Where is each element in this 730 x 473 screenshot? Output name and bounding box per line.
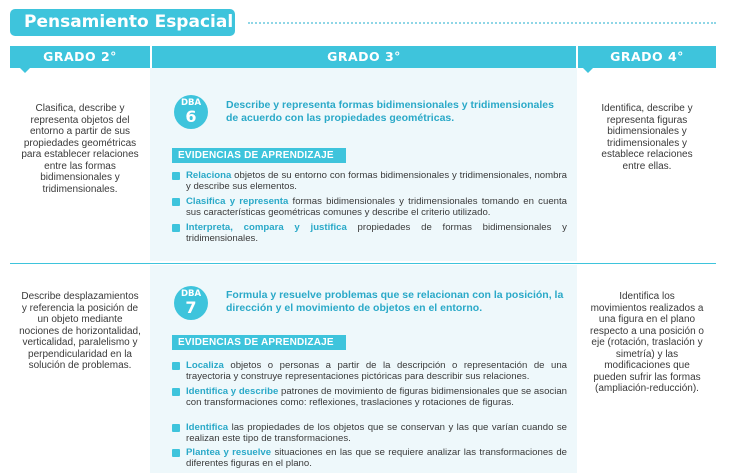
evidence-text: objetos o personas a partir de la descripción o representación de una trayectoria y construye representaciones pictóricas para describir sus relaciones. [186,360,567,383]
grade-4-text-row-1: Identifica, describe y representa figuras bidimensionales y tridimensionales y establece relaciones entre ellas. [601,103,693,172]
header-grade-4: GRADO 4° [578,46,716,68]
evidence-keyword: Identifica y describe [186,386,279,397]
evidence-text: las propiedades de los objetos que se conservan y las que varían cuando se realizan este tipo de transformaciones. [186,422,567,445]
bullet-square-icon [172,362,180,370]
row-separator [10,263,716,264]
dba-7-badge [174,286,208,320]
evidence-header-row-1: EVIDENCIAS DE APRENDIZAJE [172,148,346,163]
bullet-square-icon [172,449,180,457]
dotted-divider [248,22,716,24]
header-grade-2: GRADO 2° [10,46,150,68]
bullet-square-icon [172,224,180,232]
evidence-text: objetos de su entorno con formas bidimensionales y tridimensionales, nombra y describe sus elementos. [186,170,567,193]
evidence-text: patrones de movimiento de figuras bidimensionales que se asocian con transformaciones como: reflexiones, traslaciones y rotaciones de figuras. [186,386,568,409]
header-grade-3: GRADO 3° [152,46,576,68]
evidence-keyword: Localiza [186,360,224,371]
dba-6-statement: Describe y representa formas bidimensionales y tridimensionales de acuerdo con las propiedades geométricas. [226,99,554,124]
grade-2-text-row-2: Describe desplazamientos y referencia la posición de un objeto mediante nociones de horizontalidad, verticalidad, paralelismo y perpendicularidad en la solución de problemas. [19,291,141,371]
evidence-keyword: Relaciona [186,170,232,181]
header-notch-right [583,68,593,73]
evidence-item [186,196,567,219]
evidence-keyword: Interpreta, compara y justifica [186,222,347,233]
dba-label: DBA [180,98,202,108]
bullet-square-icon [172,198,180,206]
header-notch-left [20,68,30,73]
evidence-keyword: Identifica [186,422,229,433]
evidence-item [186,447,567,470]
evidence-header-row-2: EVIDENCIAS DE APRENDIZAJE [172,335,346,350]
bullet-square-icon [172,424,180,432]
evidence-text: formas bidimensionales y tridimensionales tomando en cuenta sus características geométricas comunes y describe el criterio utilizado. [186,196,567,219]
evidence-item [186,222,567,245]
bullet-square-icon [172,388,180,396]
evidence-item [186,386,567,409]
bullet-square-icon [172,172,180,180]
evidence-item [186,422,567,445]
evidence-item [186,360,567,383]
dba-6-badge [174,95,208,129]
dba-label: DBA [180,289,202,299]
dba-number: 6 [185,107,197,126]
section-title: Pensamiento Espacial [10,9,235,36]
grade-4-text-row-2: Identifica los movimientos realizados a una figura en el plano respecto a una posición o eje (rotación, traslación y simetría) y las modificaciones que pueden sufrir las formas (ampliación-reducción). [590,291,704,394]
dba-number: 7 [185,298,197,317]
dba-7-statement: Formula y resuelve problemas que se relacionan con la posición, la dirección y el movimiento de objetos en el entorno. [226,289,564,314]
evidence-item [186,170,567,193]
grade-2-text-row-1: Clasifica, describe y representa objetos del entorno a partir de sus propiedades geométricas para establecer relaciones entre las formas bidimensionales y tridimensionales. [21,103,139,195]
evidence-keyword: Plantea y resuelve [186,447,272,458]
evidence-text: situaciones en las que se requiere analizar las transformaciones de diferentes figuras en el plano. [186,447,567,470]
evidence-keyword: Clasifica y representa [186,196,289,207]
evidence-text: propiedades de formas bidimensionales y tridimensionales. [186,222,567,245]
